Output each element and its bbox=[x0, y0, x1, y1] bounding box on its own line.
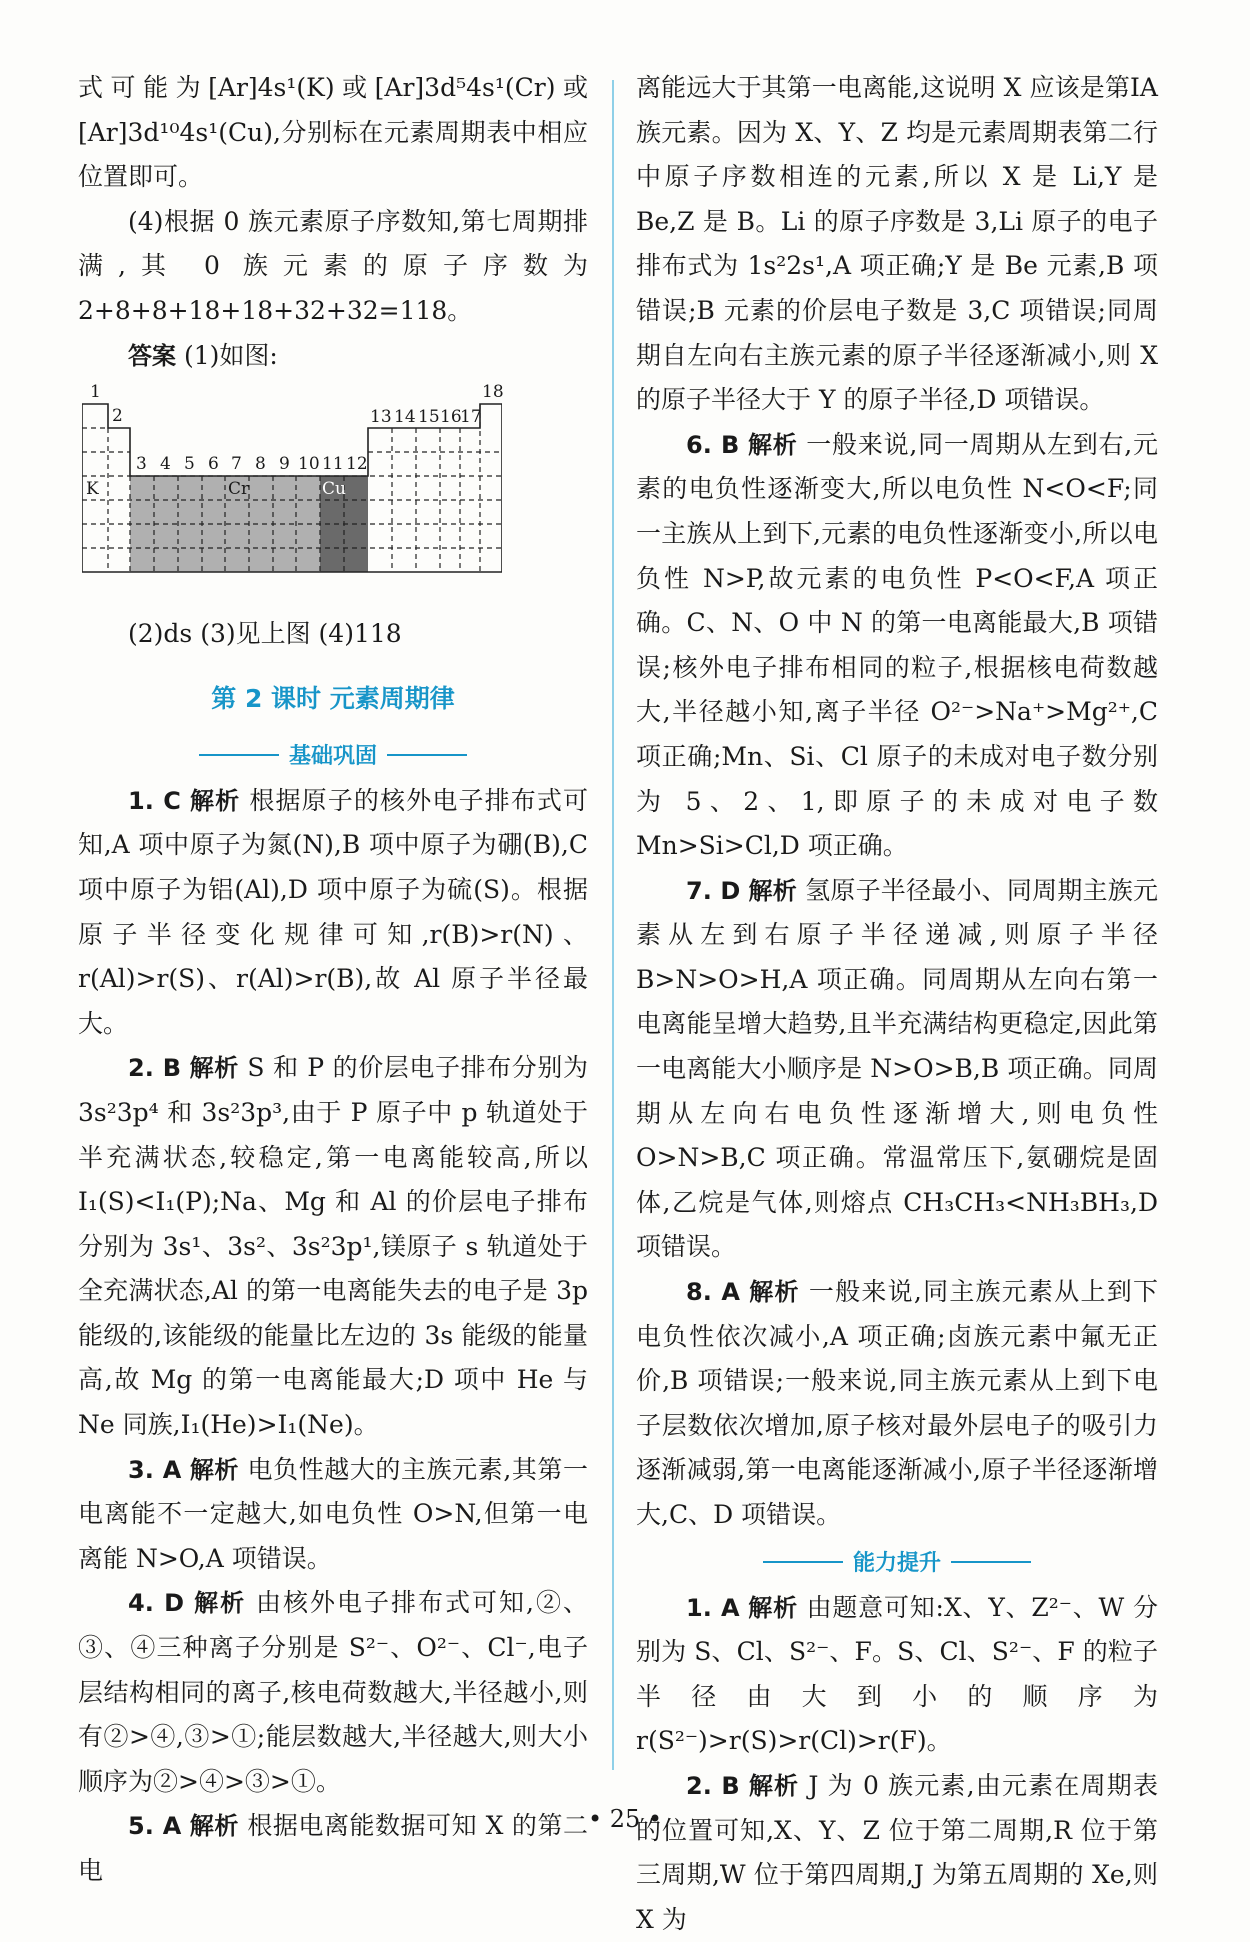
analysis-label: 解析 bbox=[748, 1771, 800, 1800]
answer-text: (1)如图: bbox=[183, 340, 278, 370]
question-7 bbox=[636, 869, 1158, 1270]
question-number: 1. A bbox=[686, 1593, 740, 1622]
lesson-title: 第 2 课时 元素周期律 bbox=[211, 683, 455, 713]
section-title: 能力提升 bbox=[852, 1551, 941, 1577]
question-1 bbox=[78, 779, 588, 1047]
question-number: 2. B bbox=[128, 1054, 182, 1083]
header-rule bbox=[199, 754, 279, 756]
section-title: 基础巩固 bbox=[288, 744, 377, 770]
question-number: 8. A bbox=[686, 1278, 740, 1307]
periodic-table-diagram bbox=[82, 384, 502, 604]
question-number: 1. C bbox=[128, 786, 181, 815]
question-4 bbox=[78, 1581, 588, 1804]
question-number: 7. D bbox=[686, 876, 741, 905]
group-label: 12 bbox=[346, 454, 368, 475]
analysis-label: 解析 bbox=[748, 1593, 798, 1622]
answer-label: 答案 bbox=[128, 341, 176, 370]
element-label-cu: Cu bbox=[322, 479, 346, 500]
paragraph-part-4: (4)根据 0 族元素原子序数知,第七周期排满,其 0 族元素的原子序数为 2+8+8+18+18+32+32=118。 bbox=[78, 206, 588, 325]
question-text: 由题意可知:X、Y、Z²⁻、W 分别为 S、Cl、S²⁻、F。S、Cl、S²⁻、F 的粒子半径由大到小的顺序为 r(S²⁻)>r(S)>r(Cl)>r(F)。 bbox=[636, 1592, 1158, 1756]
analysis-label: 解析 bbox=[749, 1278, 800, 1307]
group-label: 3 bbox=[136, 454, 147, 475]
group-label: 2 bbox=[112, 406, 123, 427]
group-label: 9 bbox=[279, 454, 290, 475]
group-label: 15 bbox=[418, 407, 440, 428]
group-label: 17 bbox=[460, 407, 482, 428]
right-column bbox=[636, 66, 1158, 1942]
page-number: • 25 • bbox=[587, 1805, 663, 1833]
group-label: 14 bbox=[394, 407, 416, 428]
question-text: 氢原子半径最小、同周期主族元素从左到右原子半径递减,则原子半径 B>N>O>H,A 项正确。同周期从左向右第一电离能呈增大趋势,且半充满结构更稳定,因此第一电离能大小顺序是 N>O>B,B 项正确。同周期从左向右电负性逐渐增大,则电负性 O>N>B,C 项正确。常温常压下,氨硼烷是固体,乙烷是气体,则熔点 CH₃CH₃<NH₃BH₃,D 项错误。 bbox=[636, 875, 1159, 1262]
question-3 bbox=[78, 1448, 588, 1582]
paragraph-continuation: 式可能为[Ar]4s¹(K)或[Ar]3d⁵4s¹(Cr)或[Ar]3d¹⁰4s¹(Cu),分别标在元素周期表中相应位置即可。 bbox=[78, 73, 588, 192]
group-label: 18 bbox=[482, 382, 504, 403]
analysis-label: 解析 bbox=[194, 1589, 247, 1618]
analysis-label: 解析 bbox=[189, 1054, 239, 1083]
group-label: 11 bbox=[322, 454, 344, 475]
group-label: 13 bbox=[370, 407, 392, 428]
group-label: 6 bbox=[208, 454, 219, 475]
element-label-cr: Cr bbox=[228, 479, 250, 500]
section-header-advanced bbox=[636, 1540, 1158, 1584]
question-text: 电负性越大的主族元素,其第一电离能不一定越大,如电负性 O>N,但第一电离能 N>O,A 项错误。 bbox=[78, 1454, 588, 1573]
group-label: 7 bbox=[231, 454, 242, 475]
answer-line bbox=[78, 334, 588, 379]
header-rule bbox=[951, 1561, 1031, 1563]
group-label: 16 bbox=[440, 407, 462, 428]
answer-line-2: (2)ds (3)见上图 (4)118 bbox=[128, 619, 402, 649]
question-text: 根据原子的核外电子排布式可知,A 项中原子为氮(N),B 项中原子为硼(B),C 项中原子为铝(Al),D 项中原子为硫(S)。根据原子半径变化规律可知,r(B)>r(N)、r(Al)>r(S)、r(Al)>r(B),故 Al 原子半径最大。 bbox=[78, 785, 589, 1038]
group-label: 4 bbox=[160, 454, 171, 475]
question-6 bbox=[636, 423, 1158, 869]
analysis-label: 解析 bbox=[748, 876, 797, 905]
header-rule bbox=[387, 754, 467, 756]
question-number: 6. B bbox=[686, 430, 740, 459]
group-label: 10 bbox=[298, 454, 320, 475]
column-divider bbox=[612, 80, 614, 1770]
question-text: J 为 0 族元素,由元素在周期表的位置可知,X、Y、Z 位于第二周期,R 位于第三周期,W 位于第四周期,J 为第五周期的 Xe,则 X 为 bbox=[636, 1770, 1159, 1934]
group-label: 8 bbox=[255, 454, 266, 475]
analysis-label: 解析 bbox=[190, 786, 241, 815]
header-rule bbox=[763, 1561, 843, 1563]
question-number: 2. B bbox=[686, 1771, 740, 1800]
question-2 bbox=[78, 1046, 588, 1447]
question-text: 一般来说,同主族元素从上到下电负性依次减小,A 项正确;卤族元素中氟无正价,B 项错误;一般来说,同主族元素从上到下电子层数依次增加,原子核对最外层电子的吸引力逐渐减弱,第一电离能逐渐减小,原子半径逐渐增大,C、D 项错误。 bbox=[636, 1277, 1159, 1529]
advanced-question-2 bbox=[636, 1764, 1158, 1942]
analysis-label: 解析 bbox=[747, 430, 798, 459]
analysis-label: 解析 bbox=[189, 1812, 239, 1841]
group-label: 5 bbox=[184, 454, 195, 475]
question-text: 由核外电子排布式可知,②、③、④三种离子分别是 S²⁻、O²⁻、Cl⁻,电子层结构相同的离子,核电荷数越大,半径越小,则有②>④,③>①;能层数越大,半径越大,则大小顺序为②>④>③>①。 bbox=[78, 1588, 589, 1796]
question-number: 3. A bbox=[128, 1455, 182, 1484]
section-header-basic bbox=[78, 733, 588, 777]
group-label: 1 bbox=[90, 382, 101, 403]
left-column bbox=[78, 66, 588, 1894]
analysis-label: 解析 bbox=[189, 1455, 240, 1484]
question-5-continuation: 离能远大于其第一电离能,这说明 X 应该是第ⅠA 族元素。因为 X、Y、Z 均是元素周期表第二行中原子序数相连的元素,所以 X 是 Li,Y 是 Be,Z 是 B。Li 的原子序数是 3,Li 原子的电子排布式为 1s²2s¹,A 项正确;Y 是 Be 元素,B 项错误;B 元素的价层电子数是 3,C 项错误;同周期自左向右主族元素的原子半径逐渐减小,则 X 的原子半径大于 Y 的原子半径,D 项错误。 bbox=[636, 73, 1158, 415]
element-label-k: K bbox=[86, 479, 99, 500]
question-number: 5. A bbox=[128, 1812, 182, 1841]
question-number: 4. D bbox=[128, 1589, 185, 1618]
question-text: S 和 P 的价层电子排布分别为 3s²3p⁴ 和 3s²3p³,由于 P 原子中 p 轨道处于半充满状态,较稳定,第一电离能较高,所以 I₁(S)<I₁(P);Na、Mg 和 Al 的价层电子排布分别为 3s¹、3s²、3s²3p¹,镁原子 s 轨道处于全充满状态,Al 的第一电离能失去的电子是 3p 能级的,该能级的能量比左边的 3s 能级的能量高,故 Mg 的第一电离能最大;D 项中 He 与 Ne 同族,I₁(He)>I₁(Ne)。 bbox=[78, 1053, 589, 1440]
advanced-question-1 bbox=[636, 1586, 1158, 1764]
question-text: 根据电离能数据可知 X 的第二电 bbox=[78, 1811, 588, 1885]
question-8 bbox=[636, 1270, 1158, 1538]
question-text: 一般来说,同一周期从左到右,元素的电负性逐渐变大,所以电负性 N<O<F;同一主族从上到下,元素的电负性逐渐变小,所以电负性 N>P,故元素的电负性 P<O<F,A 项正确。C、N、O 中 N 的第一电离能最大,B 项错误;核外电子排布相同的粒子,根据核电荷数越大,半径越小知,离子半径 O²⁻>Na⁺>Mg²⁺,C 项正确;Mn、Si、Cl 原子的未成对电子数分别为 5、2、1,即原子的未成对电子数 Mn>Si>Cl,D 项正确。 bbox=[636, 429, 1159, 861]
